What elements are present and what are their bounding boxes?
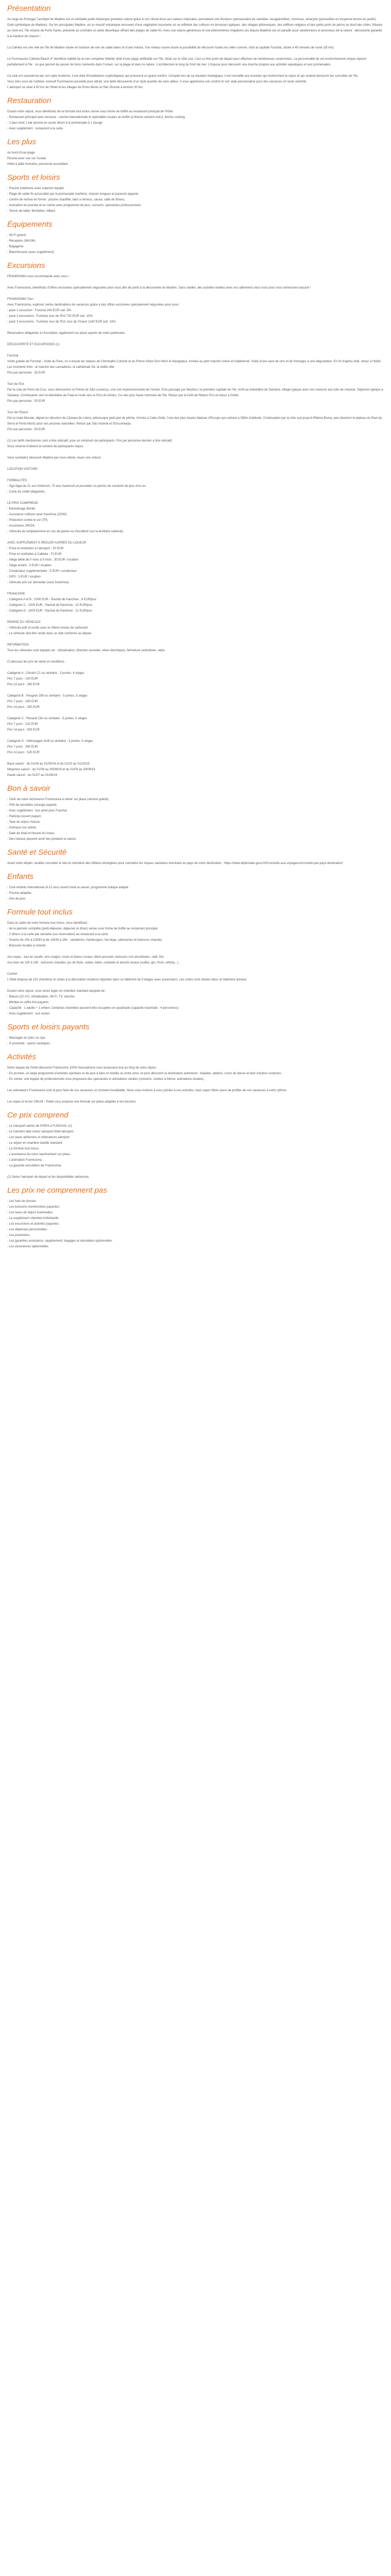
paragraph: AVEC SUPPLÉMENT À RÉGLER AUPRÈS DU LOUEUR - Prise et restitution à l'aéroport : 30 EUR - Prise et restitution à Calheta : 70 EUR - Siège bébé de 0 mois à 9 mois : 30 EUR / location - Siège enfant : 3 EUR / location - Conducteur supplémentaire : 5 EUR / conducteur - GPS : 5 EUR / location - Véhicule prix sur demande (sans franchise). [7,541,87,584]
paragraph: Base saison : du 01/04 au 31/05/19 et du 01/10 au 31/10/19 Moyenne saison : du 01/06 au 30/06/19 et du 01/09 au 30/09/19 Haute saison : du 01/07 au 31/08/19 [7,762,95,777]
paragraph: - Wi-Fi gratuit. - Réception 24h/24h. - Bagagerie. - Blanchisserie (avec supplément). [7,234,55,254]
paragraph: FORMALITÉS - Âge légal de 21 ans minimum, 75 ans maximum et posséder un permis de conduire de plus d'un an. - Carte de crédit obligatoire. [7,479,146,494]
paragraph: Au large du Portugal, l'archipel de Madère est un véritable jardin botanique grandeur nature grâce à son climat doux aux valeurs tropicales, permettant une floraison spectaculaire de camélias, bougainvillées, mimosas, amaryllis (poinsettias en moyenne bonne du jardin). Doté symbolique de Madère). Sur les principales Madère, où un massif volcanique recouvert d'une végétation luxuriante où se reflètent des cultures en terrasses typiques, des villages pittoresques, des édifices religieux et des petits ports de pêche au bord des côtes. Situées au nord-est, l'île voisine de Porto Santo, présente au contraire un aride désertique offrant des plages de sable fin. Avec une nature généreuse et une phénomènes irrigations (ou depuis Madère) est un paradis pour randonneurs et amoureux de la nature : découverte garantie à la hauteur de chacun ! [7,18,383,38]
paragraph: Les animateurs Framissima sont là pour faire de vos vacances un moment inoubliable. Nous vous invitons à vous joindre à nos activités, mais soyez libres aussi de profiter de vos vacances à votre rythme. [7,1089,287,1092]
paragraph: Avant votre départ, veuillez consulter le site du ministère des Affaires étrangères pour connaître les risques sanitaires éventuels au pays de votre destination : https://www.diplomatie.gouv.fr/fr/conseils-aux-voyageurs/conseils-par-pays-destination/ [7,862,344,865]
section-title-ce-prix-comprend: Ce prix comprend [7,1111,69,1120]
section-title-presentation: Présentation [7,4,51,13]
paragraph: (1) Les tarifs mentionnés sont à titre indicatif, pour un minimum de participants. Prix par personne donnés à titre indicatif. Sous réserve d'obtenir le nombre de participants requis. [7,439,173,448]
paragraph: LOCATION VOITURE : [7,468,39,471]
section-title-enfants: Enfants [7,872,34,881]
paragraph: Les repas et le bar 24h/24 : l'hôtel vous propose une formule sur place adaptée à vos besoins. [7,1100,137,1104]
paragraph: Tour de l'Ouest Par la route littorale, départ en direction de Câmara de Lobos, pittoresque petit port de pêche. Arrivée à Cabo Girão, l'une des plus hautes falaises d'Europe qui culmine à 580m d'altitude. Continuation par la côte sud jusqu'à Ribeira Brava, puis direction le plateau du Paul da Serra et Porto Moniz pour ses piscines naturelles. Retour par São Vicente et l'Encumeada. Prix par personne : 54 EUR [7,411,382,431]
paragraph: Confort L'hôtel dispose de 115 chambres et suites à la décoration moderne réparties dans un bâtiment de 5 étages avec ascenseurs. Les suites sont situées dans un bâtiment annexe. Durant votre séjour, vous serez logés en chambre standard équipée de : - Balcon (22 m²), climatisation, Wi-Fi, TV, douche. - Minibar et coffre-fort payants. - Capacité : 1 adulte + 1 enfant. Certaines chambres peuvent être occupées en quadruple (capacité maximale : 4 personnes). - Avec supplément : vue océan. [7,973,247,1015]
section-title-bon-a-savoir: Bon à savoir [7,784,51,793]
paragraph: - Le transport aérien de PARIS à FUNCHAL (2). - Le transfert aller-retour aéroport-hôtel-aéroport. - Les taxes aériennes et redevances aéroport. - Le séjour en chambre double standard. - La formule tout inclus. - L'assistance de notre représentant sur place. - L'animation Framissima. - La garantie annulation de Framissima. [7,1125,74,1167]
paragraph: - Club enfants international (4-12 ans) ouvert toute la saison, programme ludique adapté. - Piscine adaptée. - Aire de jeux. [7,886,129,901]
paragraph: Le Fuormaures Calheta Beach 4* bénéficie habillé de la mer complexe hôtelier doté d'une plage artificielle sur l'île. Situé sur le côté sud, c'est un bon point de départ pour effectuer de nombreuses randonnées. La personnalité de cet environnement unique répond parfaitement à l'île : ce que permet de passer de bons moments dans l'océan, sur la plage et dans la nature. L'architecture le long du front de mer. L'impose pour découvrir une marche propice aux activités aquatiques et aux promenades. [7,58,366,66]
paragraph: Catégorie A : Citroën C1 ou similaire - 3 portes, 4 sièges Prix 7 jours : 140 EUR Prix 14 jours : 260 EUR Catégorie B : Peugeot 208 ou similaire - 5 portes, 5 sièges Prix 7 jours : 180 EUR Prix 14 jours : 330 EUR Catégorie C : Renault Clio ou similaire - 5 portes, 5 sièges Prix 7 jours : 210 EUR Prix 14 jours : 400 EUR Catégorie D : Volkswagen Golf ou similaire - 5 portes, 5 sièges Prix 7 jours : 280 EUR Prix 14 jours : 520 EUR [7,672,93,754]
paragraph: FRAMISSIMA Tour : Avec Framissima, explorez vertes destinations de vacances grâce à des offres exclusives spécialement négociées pour vous : - pack 1 excursion : Funchal 240 EUR soit -5% - pack 2 excursions : Funchal, tour de l'Est 720 EUR soit -10% - pack 3 excursions : Funchal, tour de l'Est, tour de l'Ouest 1140 EUR soit -15% [7,298,181,324]
paragraph: DÉCOUVERTE ET EXCURSIONS (1) [7,343,60,346]
paragraph: Durant votre séjour, vous bénéficiez de la formule tout inclus servie sous forme de buffet au restaurant principal de l'hôtel. - Restaurant principal avec terrasse : cuisine internationale et spécialités locales au buffet (à thème certains soirs), thème cooking - 2 bars dont 1 bar piscine en accès direct à la promenade à 1 lounge - Avec supplément : restaurant à la carte. [7,110,185,130]
section-title-sports-loisirs: Sports et loisirs [7,173,60,182]
paragraph: Aux repas : eau en carafe, vins rouges, rosés et blancs locaux, bière pression, boissons non alcoolisées, café, thé. Aux bars de 10h à 23h : boissons chaudes, jus de fruits, sodas, bière, cocktails et alcools locaux (vodka, gin, rhum, whisky...). [7,956,180,964]
paragraph: Funchal Visite guidée de Funchal ; Visite du Pare, on a trouvé les statues de Christophe Colomb et du Prince Infant Don Henri le Navigateur. Arrivée au petit marché coloré et traditionnel. Visite d'une cave de vins et de fromages à une dégustation. En fin d'après-midi, retour à l'hôtel. Les moments forts : le marché des Lavradores, la cathédrale Sé, la vieille ville. Prix par personne : 33 EUR [7,354,382,375]
paragraph: Vous souhaitez découvrir Madère par vous-même, louez une voiture : [7,456,103,460]
paragraph: - Les frais de dossier. - Les boissons mentionnées payantes. - Les taxes de séjour éventuelles. - Le supplément chambre individuelle. - Les excursions et activités payantes. - Les dépenses personnelles. - Les pourboires. - Les garanties assistance, rapatriement, bagages et annulation optionnelles. - Les assurances optionnelles. [7,1200,113,1248]
paragraph: Tour de l'Est Par la cote de Porto da Cruz, vous découvrirez la Pointe de São Lourenço, une vue impressionnante de l'océan. Puis passage par Machico, la première capitale de l'île. Arrêt au belvédère de Santana, village typique avec ses maisons aux toits de chaume. Déjeuner typique à Santana. Continuation vers le belvédère de Faial et route vers le Pico do Arieiro, l'un des plus hauts sommets de l'île. Retour par la forêt de Ribeiro Frio et retour à l'hôtel. Prix par personne : 53 EUR [7,383,383,403]
section-title-ne-comprennent-pas: Les prix ne comprennent pas [7,1186,107,1195]
section-title-excursions: Excursions [7,261,45,270]
paragraph: Réservation obligatoire à l'inscription, également sur place auprès de notre partenaire. [7,332,125,335]
paragraph: Ce club est caractérisé par son style moderne, il est doté d'installations sophistiquées qui procurent un grand confort. Complet lors de sa situation stratégique, il est conseillé aux touristes qui recherchent le repos et qui veulent découvrir les curiosités de l'île. Vous êtes vous de Calheta, exclusif Fuormaures possède pour attrait, une belle découverte d'un style quartier de sans ailleur. Il vous appréciera son confort et son style personnalisé pour des vacances en toute sérénité. L'aéroport se situe à 50 km de l'hôtel et les villages de Porto Moniz et São Vicente à environ 30 km. [7,75,359,89]
paragraph: - Piscine extérieure avec solarium équipé. - Plage de sable fin accessible par la promenade maritime, chaises longues et parasols payants. - Centre de remise en forme : piscine chauffée, bain à remous, sauna, salle de fitness. - Animation en journée et en soirée avec programme de jeux, concerts, spectacles professionnels. - Tennis de table, fléchettes, billard. [7,187,142,213]
paragraph: (2) Selon l'aéroport de départ et les disponibilités aériennes. [7,1176,90,1179]
paragraph: REMISE DU VÉHICULE - Véhicule prêt et rendu avec le même niveau de carburant. - Le véhicule doit être rendu dans un état conforme au départ. [7,621,92,635]
paragraph: Notre équipe de l'hôtel découvre Framissima 100% francophone vous proposera tout au long de votre séjour. - En journée, un large programme d'activités sportives et de jeux à faire en famille ou entre amis, et pour découvrir la destination autrement : balades, ateliers, cours de danse et bien d'autres surprises. - En soirée, une équipe de professionnels vous proposera des spectacles et animations variées (concerts, soirées à thème, animations locales). [7,1066,282,1081]
paragraph: INFORMATION Tous les véhicules sont équipés de : climatisation, direction assistée, vitres électriques, fermeture centralisée, radio. [7,643,166,652]
paragraph: Ci-dessous les prix de vente et conditions : [7,660,67,664]
section-title-restauration: Restauration [7,96,52,105]
paragraph: LE PRIX COMPREND - Kilométrage illimité. - Assurance collision avec franchise (CDW). - Protection contre le vol (TP). - Assistance 24h/24. - Véhicule de remplacement en cas de panne ou d'accident (sur la territoire national). [7,502,124,533]
paragraph: Dans le cadre de votre formule tout inclus, vous bénéficiez : - de la pension complète (petit-déjeuner, déjeuner et dîner) servie sous forme de buffet au restaurant principal. - 2 dîners à la carte par semaine (sur réservation) au restaurant à la carte. - Snacks de 10h à 12h30 et de 14h30 à 18h : sandwichs, hamburgers, hot-dogs, pâtisseries et boissons chaudes. - Boissons locales à volonté. [7,922,163,947]
section-title-sante-securite: Santé et Sécurité [7,848,67,857]
document-page [7,0,384,1265]
paragraph: - Massages et soins au spa. - À proximité : sports nautiques. [7,1037,51,1045]
paragraph: Avec Framissima, bénéficiez d'offres exclusives spécialement négociées pour vous afin de partir à la découverte de Madère. Sans oublier, des activités variées avec vos adhérents vous nous pour vous remercions-bacard ! [7,286,311,290]
section-title-formule-tout-inclus: Formule tout inclus [7,908,73,917]
paragraph: FRANCHISE - Catégorie A et B : 1000 EUR - Rachat de franchise : 8 EUR/jour - Catégorie C : 1300 EUR - Rachat de franchise : 10 EUR/jour - Catégorie D : 1500 EUR - Rachat de franchise : 12 EUR/jour [7,592,96,613]
section-title-equipements: Équipements [7,220,53,229]
paragraph: La Calheta est une ville de l'île de Madère située en bordure de mer de sable blanc et d'une marina. Son niveau rouvre doute la possibilité de découvrir toutes les villes comme, dont la capitale Funchal, située à 45 minutes de route (35 km). [7,46,335,49]
paragraph: - Clefs de votre recto/verso Framissima à retirer sur place (service gratuit). - Prêt de serviettes (change payant). - Avec supplément : bus privé pour Funchal. - Parking couvert payant. - Taxe de séjour incluse. - Animaux non admis. - Date de Noël et Nouvel An inclus. - Des travaux peuvent avoir lieu pendant la saison. [7,798,109,841]
paragraph: FRAMISSIMA vous recommande avec vous ! [7,275,70,278]
section-title-sports-loisirs-payants: Sports et loisirs payants [7,1023,90,1031]
section-title-activites: Activités [7,1053,36,1061]
section-title-les-plus: Les plus [7,138,36,146]
paragraph: Au bord d'une plage Piscine avec vue sur l'océan Hôtel à taille humaine, personnel accueillant [7,151,68,166]
